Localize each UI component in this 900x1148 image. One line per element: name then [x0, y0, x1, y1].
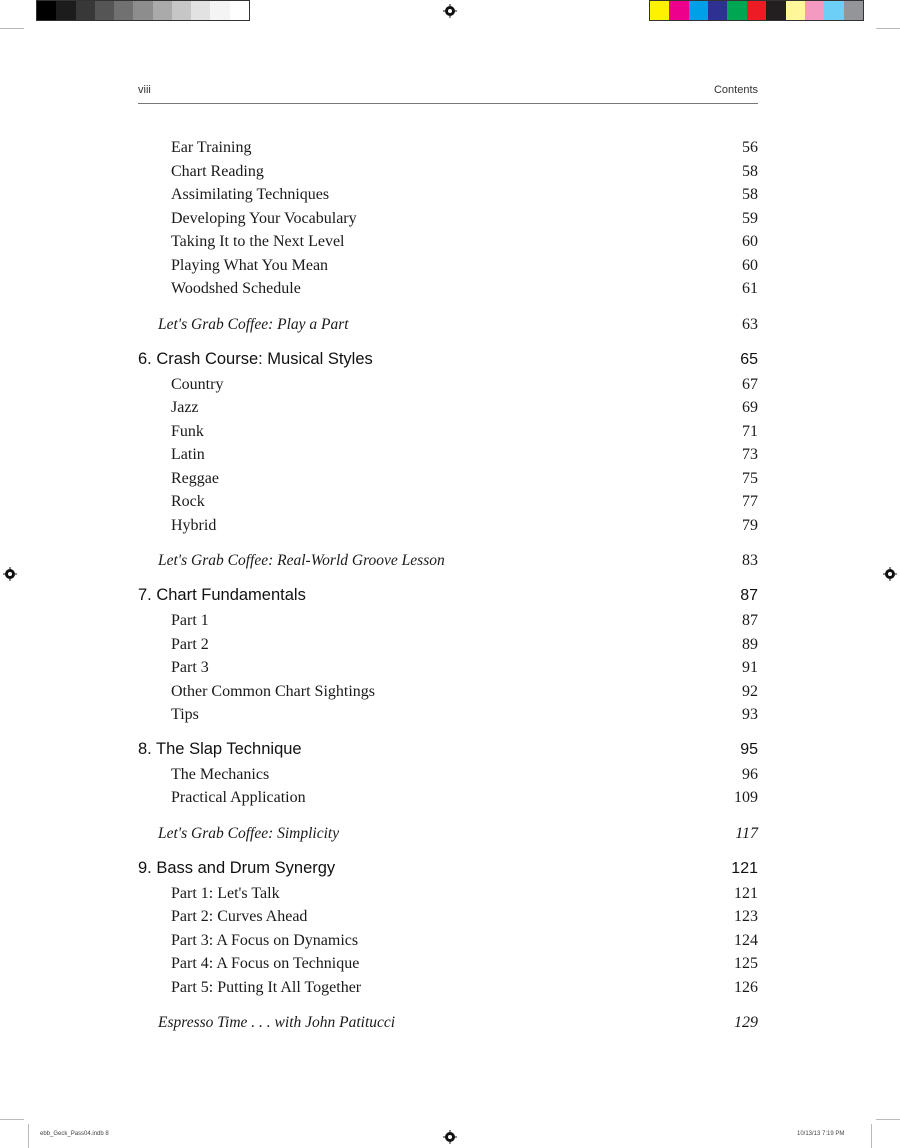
toc-entry-title: 8. The Slap Technique — [138, 739, 302, 758]
toc-entry-title: Espresso Time . . . with John Patitucci — [158, 1014, 396, 1031]
toc-entry-title: Part 1 — [171, 612, 209, 629]
toc-sub-entry — [138, 609, 758, 633]
toc-entry-title: Part 2: Curves Ahead — [171, 908, 308, 925]
header-rule — [138, 103, 758, 104]
toc-entry-page: 65 — [740, 350, 758, 368]
toc-sub-entry — [138, 514, 758, 538]
toc-entry-page: 87 — [740, 587, 758, 604]
toc-sub-entry — [138, 976, 758, 1000]
toc-entry-page: 61 — [742, 280, 758, 297]
toc-sub-entry — [138, 656, 758, 680]
gray-swatch — [191, 1, 210, 20]
toc-entry-page: 77 — [742, 493, 758, 510]
toc-entry-page: 96 — [742, 765, 758, 783]
toc-entry-title: Part 2 — [171, 635, 209, 653]
color-swatch — [747, 1, 766, 20]
toc-sub-entry — [138, 905, 758, 929]
toc-entry-page: 91 — [742, 659, 758, 676]
gray-swatch — [76, 1, 95, 20]
toc-entry-page: 63 — [742, 315, 758, 333]
toc-sub-entry — [138, 633, 758, 657]
toc-entry-page: 117 — [735, 824, 758, 842]
toc-sub-entry — [138, 929, 758, 953]
toc-entry-title: 7. Chart Fundamentals — [138, 586, 306, 604]
toc-entry-page: 89 — [742, 635, 758, 653]
toc-entry-page: 69 — [742, 399, 758, 416]
toc-sub-entry — [138, 420, 758, 444]
toc-entry-page: 93 — [742, 706, 758, 723]
toc-entry-title: Let's Grab Coffee: Real-World Groove Lesson — [158, 552, 445, 569]
toc-entry-title: Part 5: Putting It All Together — [171, 978, 362, 996]
toc-entry-title: Ear Training — [171, 139, 252, 156]
toc-coffee-entry — [138, 822, 758, 846]
gray-swatch — [95, 1, 114, 20]
header-page-number: viii — [138, 84, 151, 96]
toc-entry-title: Other Common Chart Sightings — [171, 682, 375, 700]
toc-coffee-entry — [138, 313, 758, 337]
toc-entry-page: 125 — [734, 955, 758, 972]
toc-entry-title: Let's Grab Coffee: Play a Part — [158, 315, 349, 333]
crop-mark — [0, 1119, 24, 1120]
toc-entry-title: Rock — [171, 493, 205, 510]
toc-entry-title: Practical Application — [171, 789, 306, 806]
toc-coffee-entry — [138, 549, 758, 573]
toc-entry-page: 109 — [734, 789, 758, 806]
gray-swatch — [210, 1, 229, 20]
registration-mark-icon — [883, 567, 897, 581]
toc-entry-title: 9. Bass and Drum Synergy — [138, 858, 336, 877]
toc-entry-title: Funk — [171, 422, 204, 440]
toc-entry-title: Country — [171, 375, 224, 393]
toc-entry-title: Playing What You Mean — [171, 256, 329, 274]
toc-entry-page: 75 — [742, 469, 758, 487]
running-header — [138, 84, 758, 96]
toc-entry-page: 95 — [740, 740, 758, 758]
toc-sub-entry — [138, 373, 758, 397]
toc-entry-page: 124 — [734, 931, 758, 949]
toc-entry-page: 58 — [742, 186, 758, 203]
gray-swatch — [133, 1, 152, 20]
toc-entry-title: Part 4: A Focus on Technique — [171, 955, 360, 972]
toc-entry-title: 6. Crash Course: Musical Styles — [138, 349, 373, 368]
color-bar — [649, 0, 864, 21]
toc-entry-title: Woodshed Schedule — [171, 280, 301, 297]
toc-entry-page: 60 — [742, 233, 758, 250]
crop-mark — [876, 1119, 900, 1120]
crop-mark — [28, 1124, 29, 1148]
toc-entry-title: Part 3: A Focus on Dynamics — [171, 931, 359, 949]
toc-chapter-entry — [138, 584, 758, 609]
registration-mark-icon — [443, 4, 457, 18]
color-swatch — [786, 1, 805, 20]
toc-entry-title: Chart Reading — [171, 162, 264, 180]
toc-entry-page: 83 — [742, 552, 758, 569]
color-swatch — [689, 1, 708, 20]
toc-sub-entry — [138, 136, 758, 160]
toc-entry-title: Let's Grab Coffee: Simplicity — [158, 824, 340, 842]
crop-mark — [0, 28, 24, 29]
toc-sub-entry — [138, 952, 758, 976]
color-swatch — [824, 1, 843, 20]
toc-entry-title: Latin — [171, 446, 205, 463]
toc-entry-page: 126 — [734, 978, 758, 996]
toc-entry-page: 79 — [742, 516, 758, 534]
color-swatch — [708, 1, 727, 20]
color-swatch — [844, 1, 863, 20]
toc-entry-title: Part 1: Let's Talk — [171, 884, 280, 902]
registration-mark-icon — [443, 1130, 457, 1144]
toc-entry-page: 121 — [734, 884, 758, 902]
toc-sub-entry — [138, 467, 758, 491]
slug-timestamp: 10/13/13 7:19 PM — [797, 1131, 845, 1137]
registration-mark-icon — [3, 567, 17, 581]
toc-entry-page: 87 — [742, 612, 758, 629]
toc-sub-entry — [138, 254, 758, 278]
toc-sub-entry — [138, 230, 758, 254]
toc-sub-entry — [138, 207, 758, 231]
toc-entry-page: 58 — [742, 162, 758, 180]
toc-sub-entry — [138, 396, 758, 420]
color-swatch — [727, 1, 746, 20]
toc-entry-page: 73 — [742, 446, 758, 463]
toc-entry-title: Taking It to the Next Level — [171, 233, 345, 250]
toc-entry-title: The Mechanics — [171, 765, 270, 783]
toc-entry-title: Tips — [171, 706, 199, 723]
toc-sub-entry — [138, 763, 758, 787]
grayscale-bar — [36, 0, 250, 21]
color-swatch — [669, 1, 688, 20]
toc-sub-entry — [138, 277, 758, 301]
gray-swatch — [56, 1, 75, 20]
toc-entry-page: 123 — [734, 908, 758, 925]
gray-swatch — [37, 1, 56, 20]
toc-sub-entry — [138, 183, 758, 207]
toc-entry-page: 71 — [742, 422, 758, 440]
toc-entry-title: Reggae — [171, 469, 219, 487]
toc-sub-entry — [138, 443, 758, 467]
gray-swatch — [230, 1, 249, 20]
toc-sub-entry — [138, 882, 758, 906]
toc-entry-title: Hybrid — [171, 516, 217, 534]
gray-swatch — [172, 1, 191, 20]
toc-entry-title: Developing Your Vocabulary — [171, 209, 357, 227]
toc-entry-page: 129 — [734, 1014, 758, 1031]
crop-mark — [876, 28, 900, 29]
toc-entry-page: 56 — [742, 139, 758, 156]
toc-entry-page: 121 — [731, 859, 758, 877]
table-of-contents — [138, 136, 758, 1035]
toc-chapter-entry — [138, 738, 758, 763]
toc-coffee-entry — [138, 1011, 758, 1035]
crop-mark — [871, 1124, 872, 1148]
color-swatch — [805, 1, 824, 20]
toc-entry-page: 67 — [742, 375, 758, 393]
toc-chapter-entry — [138, 348, 758, 373]
header-section-title: Contents — [713, 84, 758, 96]
color-swatch — [650, 1, 669, 20]
toc-entry-page: 92 — [742, 682, 758, 700]
toc-sub-entry — [138, 680, 758, 704]
slug-filename: ebb_Geck_Pass04.indb 8 — [40, 1131, 109, 1137]
toc-sub-entry — [138, 703, 758, 727]
toc-entry-title: Jazz — [171, 399, 199, 416]
toc-chapter-entry — [138, 857, 758, 882]
toc-sub-entry — [138, 490, 758, 514]
gray-swatch — [153, 1, 172, 20]
toc-entry-title: Assimilating Techniques — [171, 186, 330, 203]
toc-sub-entry — [138, 160, 758, 184]
toc-sub-entry — [138, 786, 758, 810]
color-swatch — [766, 1, 785, 20]
toc-entry-title: Part 3 — [171, 659, 209, 676]
toc-entry-page: 60 — [742, 256, 758, 274]
toc-entry-page: 59 — [742, 209, 758, 227]
gray-swatch — [114, 1, 133, 20]
